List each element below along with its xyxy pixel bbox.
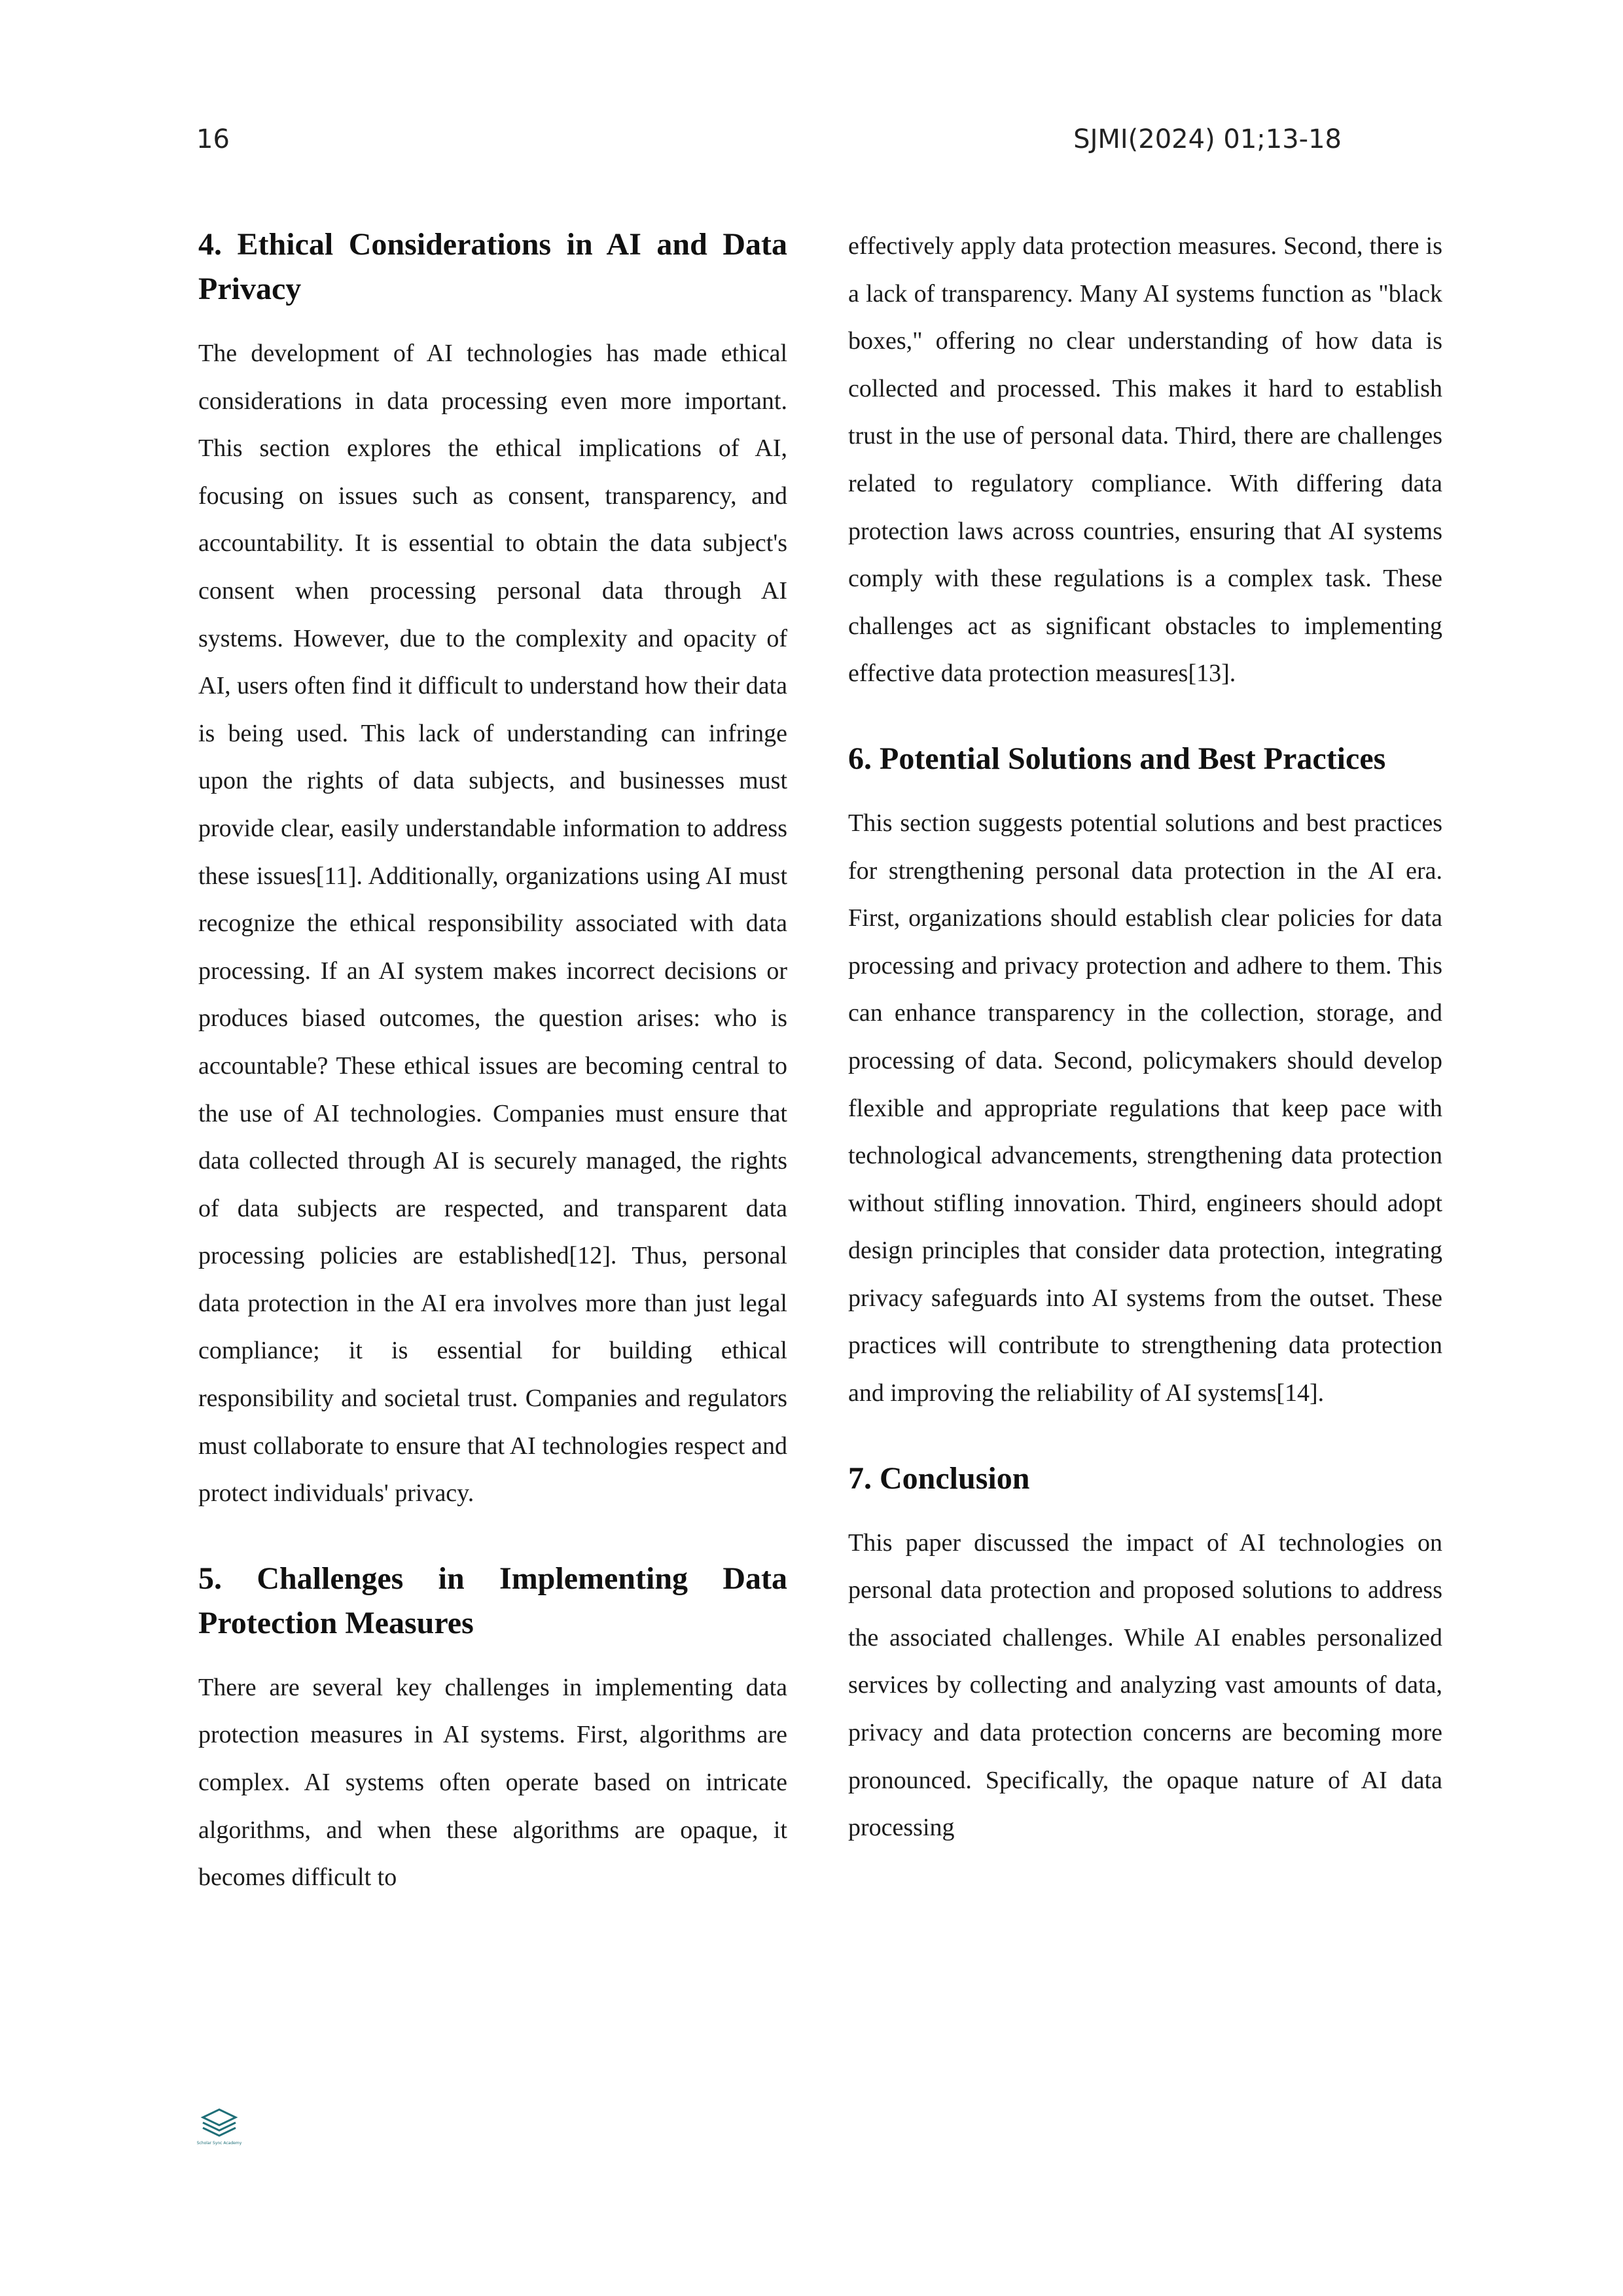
journal-reference: SJMI(2024) 01;13-18 bbox=[1073, 124, 1342, 154]
section-6-body: This section suggests potential solutions and best practices for strengthening personal data protection in the AI era. First, organizations should establish clear policies for data processing and privacy protection and adhere to them. This can enhance transparency in the collection, storage, and processing of data. Second, policymakers should develop flexible and appropriate regulations that keep pace with technological advancements, strengthening data protection without stifling innovation. Third, engineers should adopt design principles that consider data protection, integrating privacy safeguards into AI systems from the outset. These practices will contribute to strengthening data protection and improving the reliability of AI systems[14]. bbox=[848, 809, 1442, 1407]
svg-text:Scholar Sync Academy: Scholar Sync Academy bbox=[196, 2141, 242, 2146]
section-5-heading: 5. Challenges in Implementing Data Protection Measures bbox=[198, 1561, 787, 1640]
section-6-heading: 6. Potential Solutions and Best Practices bbox=[848, 741, 1386, 776]
section-7-body: This paper discussed the impact of AI technologies on personal data protection and proposed solutions to address the associated challenges. While AI enables personalized services by collecting and analyzing vast amounts of data, privacy and data protection concerns are becoming more pronounced. Specifically, the opaque nature of AI data processing bbox=[848, 1528, 1442, 1842]
running-header bbox=[196, 124, 1427, 164]
publisher-logo-icon bbox=[196, 2107, 242, 2146]
section-4-body: The development of AI technologies has made ethical considerations in data processing even more important. This section explores the ethical implications of AI, focusing on issues such as consent, transparency, and accountability. It is essential to obtain the data subject's consent when processing personal data through AI systems. However, due to the complexity and opacity of AI, users often find it difficult to understand how their data is being used. This lack of understanding can infringe upon the rights of data subjects, and businesses must provide clear, easily understandable information to address these issues[11]. Additionally, organizations using AI must recognize the ethical responsibility associated with data processing. If an AI system makes incorrect decisions or produces biased outcomes, the question arises: who is accountable? These ethical issues are becoming central to the use of AI technologies. Companies must ensure that data collected through AI is securely managed, the rights of data subjects are respected, and transparent data processing policies are established[12]. Thus, personal data protection in the AI era involves more than just legal compliance; it is essential for building ethical responsibility and societal trust. Companies and regulators must collaborate to ensure that AI technologies respect and protect individuals' privacy. bbox=[198, 340, 787, 1508]
section-7-heading: 7. Conclusion bbox=[848, 1460, 1030, 1496]
section-5-body: There are several key challenges in implementing data protection measures in AI systems. First, algorithms are complex. AI systems often operate based on intricate algorithms, and when these algorithms are opaque, it becomes difficult to bbox=[198, 1673, 787, 1892]
right-column bbox=[848, 222, 1442, 1852]
section-4-heading: 4. Ethical Considerations in AI and Data Privacy bbox=[198, 227, 787, 306]
left-column bbox=[198, 222, 787, 1901]
section-5-body-continued: effectively apply data protection measures. Second, there is a lack of transparency. Many AI systems function as "black boxes," offering no clear understanding of how data is collected and processed. This makes it hard to establish trust in the use of personal data. Third, there are challenges related to regulatory compliance. With differing data protection laws across countries, ensuring that AI systems comply with these regulations is a complex task. These challenges act as significant obstacles to implementing effective data protection measures[13]. bbox=[848, 232, 1442, 688]
page-number: 16 bbox=[196, 124, 230, 154]
